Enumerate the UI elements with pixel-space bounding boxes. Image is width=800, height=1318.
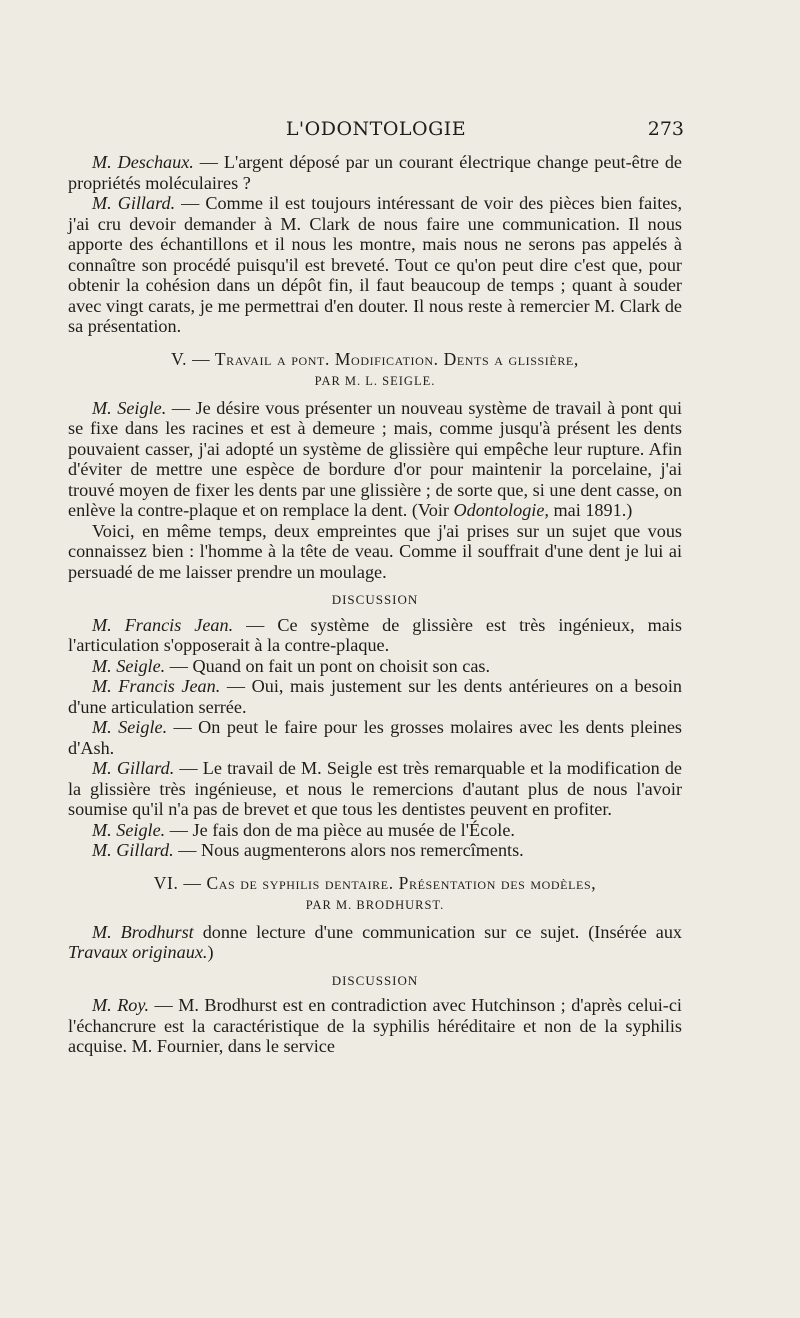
paragraph-text: — Le travail de M. Seigle est très remarquable et la modification de la glissière très ingénieuse, et nous le remercions d'autant plus de nous l'avoir soumise qu'il n'a pas de brevet et que tous les dentistes peuvent en profiter. <box>68 758 682 819</box>
speaker-name: M. Seigle. <box>92 819 166 840</box>
speaker-name: M. Seigle. <box>92 655 166 676</box>
paragraph <box>68 615 682 656</box>
paragraph <box>68 758 682 820</box>
section-heading <box>68 349 682 392</box>
paragraph-text: — Comme il est toujours intéressant de voir des pièces bien faites, j'ai cru devoir demander à M. Clark de nous faire une communication. Il nous apporte des échantillons et il nous les montre, mais nous ne serons pas appelés à connaître son procédé puisqu'il est breveté. Tout ce qu'on peut dire c'est que, pour obtenir la cohésion dans un dépôt fin, il faut beaucoup de temps ; quant à souder avec vingt carats, je me permettrai d'en douter. Il nous reste à remercier M. Clark de sa présentation. <box>68 193 683 336</box>
page-body <box>68 152 682 1057</box>
paragraph-text: ) <box>207 942 214 962</box>
paragraph-text: — Je désire vous présenter un nouveau système de travail à pont qui se fixe dans les racines et est à demeure ; mais, comme jusqu'à présent les dents pouvaient casser, j'ai adopté un système de glissière qui empêche leur rupture. Afin d'éviter de mettre une espèce de bordure d'or pour maintenir la porcelaine, j'ai trouvé moyen de fixer les dents par une glissière ; de sorte que, si une dent casse, on enlève la contre-plaque et on remplace la dent. (Voir <box>68 397 682 520</box>
speaker-name: M. Seigle. <box>92 397 167 418</box>
paragraph-text: — Je fais don de ma pièce au musée de l'École. <box>165 819 515 840</box>
speaker-name: M. Gillard. <box>92 193 176 213</box>
section-title: VI. — Cas de syphilis dentaire. Présentation des modèles, <box>153 872 597 893</box>
section-heading <box>68 873 682 916</box>
discussion-heading: DISCUSSION <box>331 972 419 988</box>
paragraph <box>68 656 682 677</box>
section-byline: PAR M. BRODHURST. <box>305 898 445 912</box>
discussion-heading: DISCUSSION <box>331 592 419 607</box>
paragraph <box>68 193 682 337</box>
speaker-name: M. Francis Jean. <box>92 614 234 635</box>
speaker-name: M. Roy. <box>92 995 150 1015</box>
page-number: 273 <box>647 118 684 140</box>
paragraph-text: — Quand on fait un pont on choisit son cas. <box>165 655 491 676</box>
speaker-name: M. Gillard. <box>92 758 175 778</box>
paragraph-text: — Oui, mais justement sur les dents antérieures on a besoin d'une articulation serrée. <box>68 676 682 717</box>
paragraph-text: donne lecture d'une communication sur ce sujet. (Insérée aux <box>193 921 683 942</box>
paragraph <box>68 398 682 521</box>
paragraph <box>68 676 682 717</box>
running-title: L'ODONTOLOGIE <box>285 118 467 140</box>
paragraph <box>68 840 682 861</box>
paragraph-text: — On peut le faire pour les grosses molaires avec les dents pleines d'Ash. <box>68 717 683 758</box>
speaker-name: M. Brodhurst <box>92 921 194 942</box>
paragraph-text: — M. Brodhurst est en contradiction avec Hutchinson ; d'après celui-ci l'échancrure est la caractéristique de la syphilis héréditaire et non de la syphilis acquise. M. Fournier, dans le service <box>68 995 682 1056</box>
speaker-name: M. Deschaux. <box>92 152 194 172</box>
speaker-name: M. Seigle. <box>92 717 168 737</box>
paragraph <box>68 922 682 963</box>
reference-title: Travaux originaux. <box>68 942 208 962</box>
reference-title: Odontologie, <box>453 500 549 520</box>
paragraph-text: mai 1891.) <box>548 500 633 520</box>
paragraph <box>68 717 682 758</box>
speaker-name: M. Gillard. <box>92 840 174 860</box>
section-byline: PAR M. L. SEIGLE. <box>314 374 436 388</box>
paragraph <box>68 152 682 193</box>
paragraph <box>68 521 682 583</box>
page-header <box>68 118 684 142</box>
paragraph <box>68 995 682 1057</box>
section-title: V. — Travail a pont. Modification. Dents a glissière, <box>171 348 579 369</box>
paragraph-text: — Ce système de glissière est très ingénieux, mais l'articulation s'opposerait à la contre-plaque. <box>68 614 682 655</box>
paragraph-text: — L'argent déposé par un courant électrique change peut-être de propriétés moléculaires ? <box>68 152 682 193</box>
paragraph <box>68 820 682 841</box>
speaker-name: M. Francis Jean. <box>92 676 221 696</box>
paragraph-text: — Nous augmenterons alors nos remercîments. <box>173 840 524 860</box>
paragraph-text: Voici, en même temps, deux empreintes que j'ai prises sur un sujet que vous connaissez bien : l'homme à la tête de veau. Comme il souffrait d'une dent je lui ai persuadé de me laisser prendre un moulage. <box>68 520 682 582</box>
